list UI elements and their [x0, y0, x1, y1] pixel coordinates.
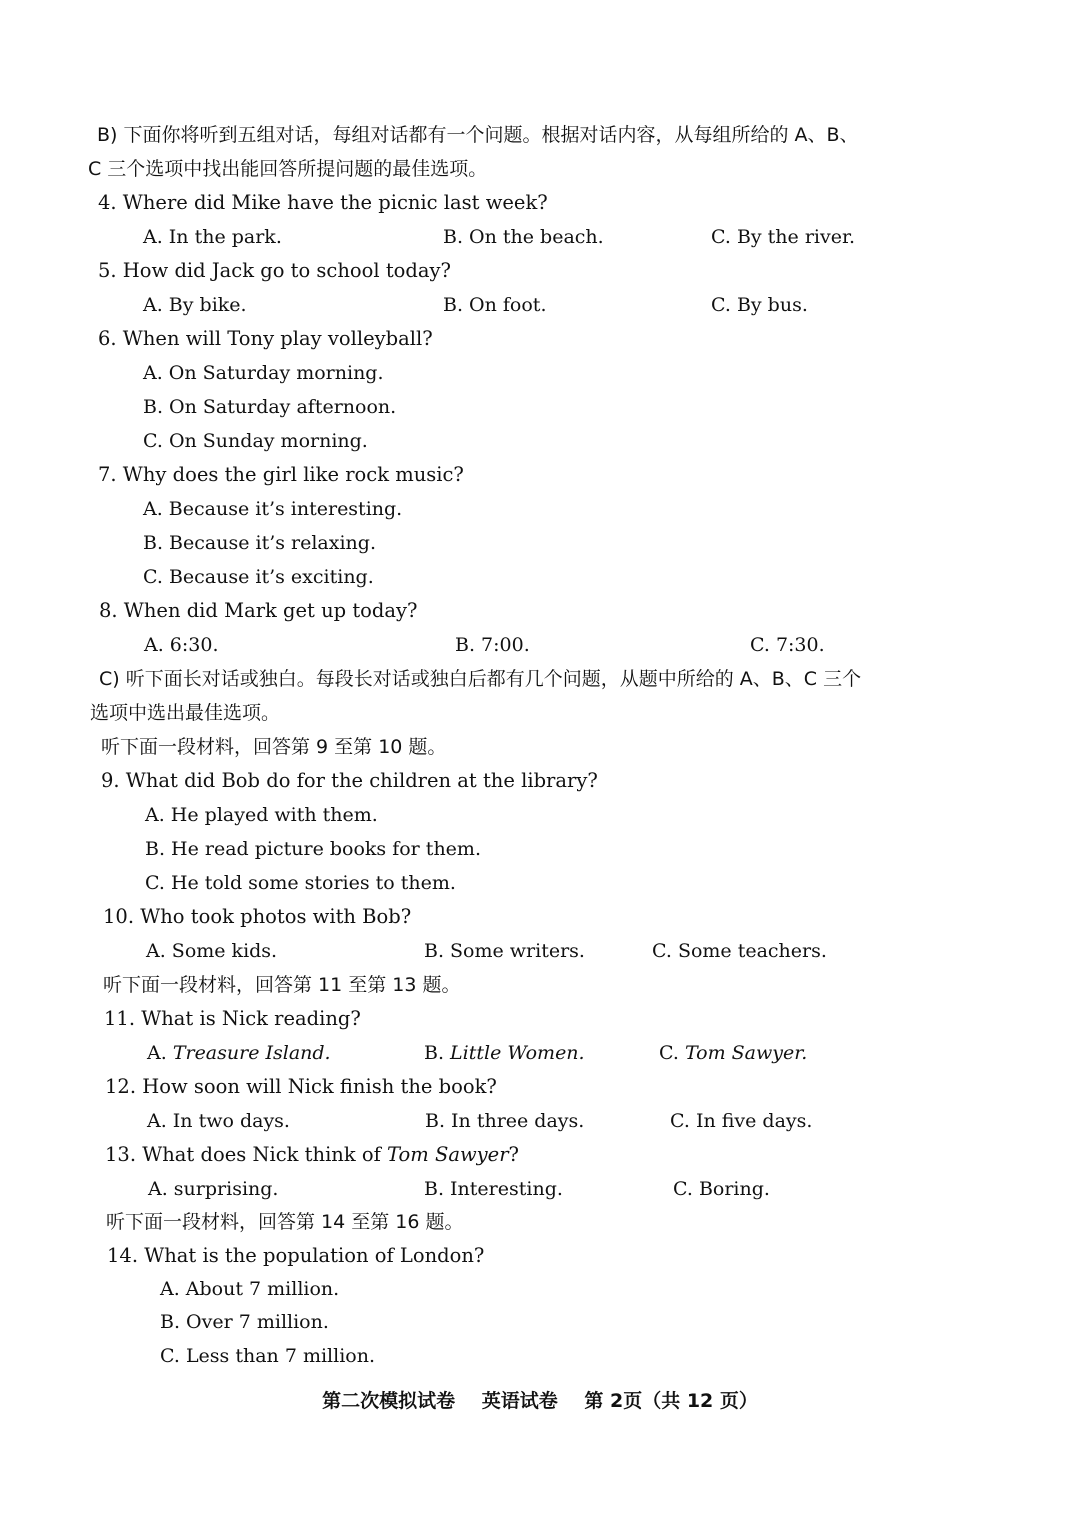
option-letter: C. — [659, 1042, 685, 1064]
option-a: A. He played with them. — [145, 804, 378, 826]
footer-exam-name: 第二次模拟试卷 — [322, 1390, 456, 1412]
question-8: 8. When did Mark get up today? — [99, 599, 418, 622]
question-12-options — [0, 1104, 1080, 1138]
option-a: A. On Saturday morning. — [143, 362, 384, 384]
question-11: 11. What is Nick reading? — [104, 1007, 361, 1030]
option-b: B. On Saturday afternoon. — [143, 396, 397, 418]
material-intro-11-13: 听下面一段材料，回答第 11 至第 13 题。 — [103, 974, 461, 996]
question-9: 9. What did Bob do for the children at the library? — [101, 769, 598, 792]
option-b: B. 7:00. — [455, 634, 530, 656]
question-13-options — [0, 1172, 1080, 1206]
footer-page-number: 第 2页（共 12 页） — [584, 1390, 758, 1412]
option-a: A. By bike. — [143, 294, 247, 316]
option-a: A. 6:30. — [144, 634, 219, 656]
question-5-options — [0, 288, 1080, 322]
option-c — [659, 1036, 807, 1070]
material-intro-9-10: 听下面一段材料，回答第 9 至第 10 题。 — [101, 736, 447, 758]
option-a: A. In the park. — [143, 226, 282, 248]
book-title: Little Women. — [450, 1042, 585, 1064]
question-13-text: 13. What does Nick think of — [105, 1143, 388, 1166]
page-footer — [0, 1384, 1080, 1418]
option-letter: A. — [147, 1042, 173, 1064]
section-c-instruction-line2: 选项中选出最佳选项。 — [90, 702, 281, 724]
option-b: B. In three days. — [425, 1110, 585, 1132]
section-b-instruction-line1: B) 下面你将听到五组对话，每组对话都有一个问题。根据对话内容，从每组所给的 A、B、 — [97, 124, 859, 146]
book-title: Tom Sawyer. — [684, 1042, 808, 1064]
option-c: C. Boring. — [673, 1178, 770, 1200]
option-b: B. He read picture books for them. — [145, 838, 481, 860]
option-a — [147, 1036, 331, 1070]
option-a: A. In two days. — [147, 1110, 290, 1132]
section-b-instruction-line2: C 三个选项中找出能回答所提问题的最佳选项。 — [88, 158, 488, 180]
question-10: 10. Who took photos with Bob? — [103, 905, 412, 928]
question-6: 6. When will Tony play volleyball? — [98, 327, 433, 350]
question-14: 14. What is the population of London? — [107, 1244, 485, 1267]
option-a: A. Some kids. — [146, 940, 278, 962]
option-c: C. By the river. — [711, 226, 856, 248]
book-title: Treasure Island. — [172, 1042, 331, 1064]
question-5: 5. How did Jack go to school today? — [98, 259, 451, 282]
option-letter: B. — [424, 1042, 451, 1064]
option-b: B. Interesting. — [424, 1178, 563, 1200]
option-b: B. Over 7 million. — [160, 1311, 329, 1333]
option-c: C. Less than 7 million. — [160, 1345, 375, 1367]
question-11-options — [0, 1036, 1080, 1070]
option-a: A. surprising. — [148, 1178, 279, 1200]
option-c: C. He told some stories to them. — [145, 872, 456, 894]
question-8-options — [0, 628, 1080, 662]
question-4-options — [0, 220, 1080, 254]
option-b: B. On the beach. — [443, 226, 604, 248]
book-title: Tom Sawyer — [387, 1143, 509, 1166]
option-c: C. By bus. — [711, 294, 808, 316]
option-b: B. On foot. — [443, 294, 547, 316]
question-13 — [105, 1138, 519, 1172]
question-7: 7. Why does the girl like rock music? — [98, 463, 464, 486]
option-c: C. Some teachers. — [652, 940, 827, 962]
option-c: C. 7:30. — [750, 634, 825, 656]
option-a: A. Because it’s interesting. — [143, 498, 403, 520]
option-c: C. Because it’s exciting. — [143, 566, 374, 588]
option-a: A. About 7 million. — [160, 1278, 340, 1300]
question-12: 12. How soon will Nick finish the book? — [105, 1075, 497, 1098]
material-intro-14-16: 听下面一段材料，回答第 14 至第 16 题。 — [106, 1211, 464, 1233]
option-c: C. On Sunday morning. — [143, 430, 368, 452]
question-10-options — [0, 934, 1080, 968]
question-mark: ? — [508, 1143, 519, 1166]
question-4: 4. Where did Mike have the picnic last week? — [98, 191, 548, 214]
option-b: B. Because it’s relaxing. — [143, 532, 376, 554]
option-b — [424, 1036, 585, 1070]
option-c: C. In five days. — [670, 1110, 813, 1132]
section-c-instruction-line1: C) 听下面长对话或独白。每段长对话或独白后都有几个问题，从题中所给的 A、B、C 三个 — [99, 668, 862, 690]
footer-subject: 英语试卷 — [481, 1390, 558, 1412]
option-b: B. Some writers. — [424, 940, 585, 962]
